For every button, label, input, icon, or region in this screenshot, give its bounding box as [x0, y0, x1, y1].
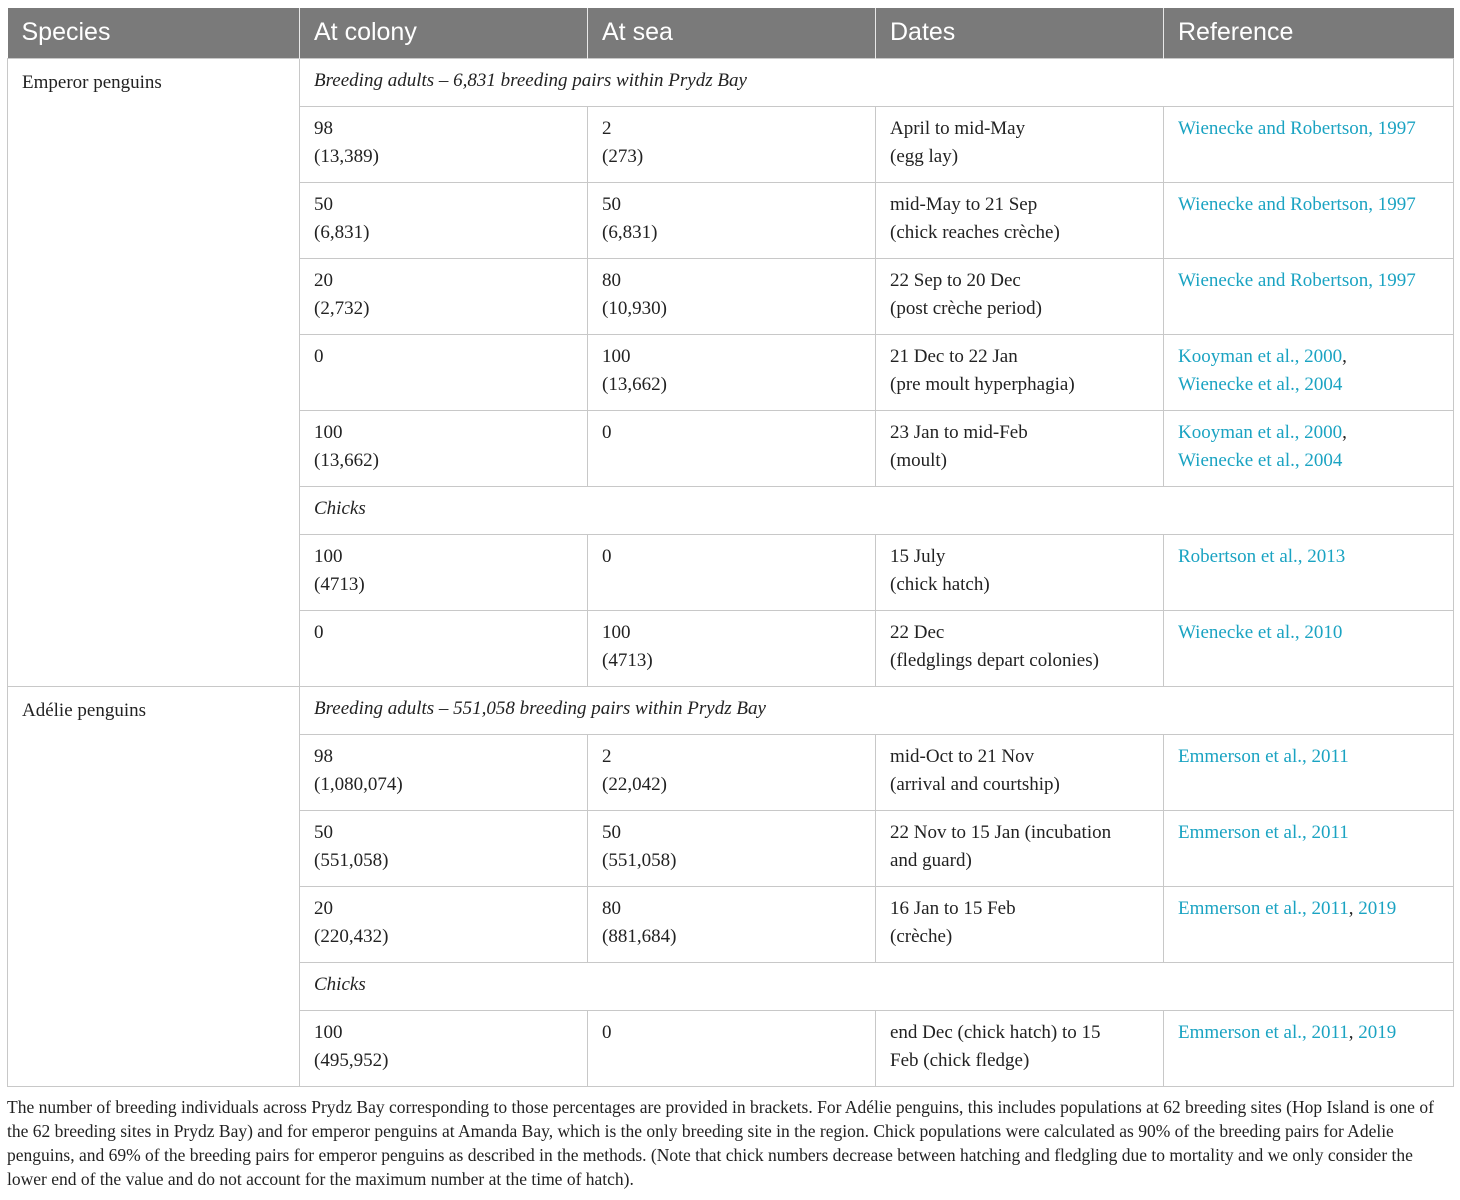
reference-link[interactable]: 2019: [1358, 897, 1397, 919]
dates-line-2: (arrival and courtship): [890, 773, 1060, 795]
colony-count: (220,432): [314, 925, 389, 947]
at-sea-cell: [588, 258, 876, 334]
emperor-chicks-heading: Chicks: [300, 486, 1454, 534]
dates-line-1: 23 Jan to mid-Feb: [890, 421, 1028, 443]
dates-line-2: Feb (chick fledge): [890, 1049, 1030, 1071]
at-colony-cell: [300, 610, 588, 686]
dates-line-2: (post crèche period): [890, 297, 1042, 319]
sea-count: (22,042): [602, 773, 667, 795]
reference-link[interactable]: Robertson et al., 2013: [1178, 545, 1346, 567]
dates-line-1: 15 July: [890, 545, 946, 567]
sea-percent: 100: [602, 345, 631, 367]
at-sea-cell: [588, 182, 876, 258]
reference-link[interactable]: Kooyman et al., 2000: [1178, 345, 1343, 367]
colony-count: (13,389): [314, 145, 379, 167]
adelie-chicks-heading: Chicks: [300, 962, 1454, 1010]
colony-percent: 50: [314, 193, 333, 215]
colony-count: (1,080,074): [314, 773, 403, 795]
sea-count: (551,058): [602, 849, 677, 871]
at-sea-cell: [588, 886, 876, 962]
dates-line-1: end Dec (chick hatch) to 15: [890, 1021, 1101, 1043]
dates-cell: [876, 182, 1164, 258]
colony-percent: 98: [314, 745, 333, 767]
at-colony-cell: [300, 810, 588, 886]
dates-cell: [876, 886, 1164, 962]
dates-line-2: (chick reaches crèche): [890, 221, 1060, 243]
dates-line-1: 22 Dec: [890, 621, 945, 643]
reference-cell: [1164, 610, 1454, 686]
at-sea-cell: [588, 734, 876, 810]
at-colony-cell: [300, 886, 588, 962]
table-container: [7, 8, 1453, 1087]
colony-count: (495,952): [314, 1049, 389, 1071]
sea-percent: 50: [602, 193, 621, 215]
at-colony-cell: [300, 106, 588, 182]
at-sea-cell: [588, 610, 876, 686]
reference-link[interactable]: 2019: [1358, 1021, 1397, 1043]
header-species: Species: [8, 8, 300, 58]
species-adelie: Adélie penguins: [8, 686, 300, 1086]
dates-line-1: mid-Oct to 21 Nov: [890, 745, 1035, 767]
colony-percent: 100: [314, 1021, 343, 1043]
reference-link[interactable]: Emmerson et al., 2011: [1178, 897, 1349, 919]
header-row: [8, 8, 1454, 58]
reference-link[interactable]: Wienecke et al., 2010: [1178, 621, 1343, 643]
reference-cell: [1164, 810, 1454, 886]
colony-count: (6,831): [314, 221, 370, 243]
reference-cell: [1164, 106, 1454, 182]
colony-count: (2,732): [314, 297, 370, 319]
reference-cell: [1164, 734, 1454, 810]
dates-line-1: 22 Sep to 20 Dec: [890, 269, 1021, 291]
colony-count: (551,058): [314, 849, 389, 871]
sea-percent: 0: [602, 545, 612, 567]
header-reference: Reference: [1164, 8, 1454, 58]
at-sea-cell: [588, 410, 876, 486]
sea-percent: 80: [602, 269, 621, 291]
header-at-colony: At colony: [300, 8, 588, 58]
reference-cell: [1164, 534, 1454, 610]
reference-link[interactable]: Wienecke et al., 2004: [1178, 449, 1343, 471]
dates-cell: [876, 334, 1164, 410]
dates-cell: [876, 258, 1164, 334]
colony-percent: 20: [314, 897, 333, 919]
sea-count: (881,684): [602, 925, 677, 947]
sea-percent: 80: [602, 897, 621, 919]
at-colony-cell: [300, 334, 588, 410]
sea-count: (10,930): [602, 297, 667, 319]
dates-line-1: 16 Jan to 15 Feb: [890, 897, 1016, 919]
at-sea-cell: [588, 534, 876, 610]
dates-line-2: (crèche): [890, 925, 953, 947]
sea-percent: 2: [602, 745, 612, 767]
colony-percent: 100: [314, 545, 343, 567]
at-colony-cell: [300, 410, 588, 486]
colony-percent: 100: [314, 421, 343, 443]
colony-percent: 20: [314, 269, 333, 291]
reference-cell: [1164, 182, 1454, 258]
header-dates: Dates: [876, 8, 1164, 58]
sea-count: (6,831): [602, 221, 658, 243]
reference-cell: [1164, 258, 1454, 334]
dates-cell: [876, 410, 1164, 486]
colony-percent: 50: [314, 821, 333, 843]
colony-percent: 0: [314, 345, 324, 367]
at-sea-cell: [588, 1010, 876, 1086]
reference-link[interactable]: Wienecke et al., 2004: [1178, 373, 1343, 395]
reference-link[interactable]: Emmerson et al., 2011: [1178, 745, 1349, 767]
at-sea-cell: [588, 810, 876, 886]
reference-link[interactable]: Wienecke and Robertson, 1997: [1178, 269, 1416, 291]
reference-cell: Kooyman et al., 2000, Wienecke et al., 2004: [1164, 334, 1454, 410]
reference-link[interactable]: Emmerson et al., 2011: [1178, 821, 1349, 843]
adelie-adults-heading: Breeding adults – 551,058 breeding pairs within Prydz Bay: [300, 686, 1454, 734]
table-footnote: The number of breeding individuals across Prydz Bay corresponding to those percentages are provided in brackets. For Adélie penguins, this includes populations at 62 breeding sites (Hop Island is one of the 62 breeding sites in Prydz Bay) and for emperor penguins at Amanda Bay, which is the only breeding site in the region. Chick populations were calculated as 90% of the breeding pairs for Adelie penguins, and 69% of the breeding pairs for emperor penguins as described in the methods. (Note that chick numbers decrease between hatching and fledgling due to mortality and we only consider the lower end of the value and do not account for the maximum number at the time of hatch).: [7, 1097, 1434, 1189]
at-sea-cell: [588, 106, 876, 182]
dates-line-1: mid-May to 21 Sep: [890, 193, 1038, 215]
reference-link[interactable]: Wienecke and Robertson, 1997: [1178, 117, 1416, 139]
colony-percent: 0: [314, 621, 324, 643]
at-colony-cell: [300, 534, 588, 610]
sea-percent: 50: [602, 821, 621, 843]
dates-line-2: (pre moult hyperphagia): [890, 373, 1075, 395]
dates-cell: [876, 810, 1164, 886]
dates-line-2: (fledglings depart colonies): [890, 649, 1099, 671]
sea-percent: 100: [602, 621, 631, 643]
reference-cell: Emmerson et al., 2011, 2019: [1164, 1010, 1454, 1086]
sea-percent: 0: [602, 421, 612, 443]
at-colony-cell: [300, 182, 588, 258]
colony-percent: 98: [314, 117, 333, 139]
adelie-adults-heading-row: [8, 686, 1454, 734]
dates-line-2: (moult): [890, 449, 947, 471]
sea-count: (13,662): [602, 373, 667, 395]
dates-cell: [876, 610, 1164, 686]
colony-count: (4713): [314, 573, 365, 595]
colony-count: (13,662): [314, 449, 379, 471]
dates-cell: [876, 1010, 1164, 1086]
emperor-adults-heading: Breeding adults – 6,831 breeding pairs within Prydz Bay: [300, 58, 1454, 106]
reference-link[interactable]: Emmerson et al., 2011: [1178, 1021, 1349, 1043]
penguin-population-table: [7, 8, 1454, 1087]
dates-line-2: (egg lay): [890, 145, 959, 167]
species-emperor: Emperor penguins: [8, 58, 300, 686]
sea-count: (273): [602, 145, 644, 167]
dates-line-1: 21 Dec to 22 Jan: [890, 345, 1018, 367]
at-colony-cell: [300, 734, 588, 810]
reference-link[interactable]: Kooyman et al., 2000: [1178, 421, 1343, 443]
sea-count: (4713): [602, 649, 653, 671]
at-sea-cell: [588, 334, 876, 410]
dates-line-1: 22 Nov to 15 Jan (incubation: [890, 821, 1112, 843]
reference-cell: Emmerson et al., 2011, 2019: [1164, 886, 1454, 962]
reference-link[interactable]: Wienecke and Robertson, 1997: [1178, 193, 1416, 215]
dates-cell: [876, 106, 1164, 182]
emperor-adults-heading-row: [8, 58, 1454, 106]
at-colony-cell: [300, 1010, 588, 1086]
header-at-sea: At sea: [588, 8, 876, 58]
dates-line-2: and guard): [890, 849, 972, 871]
dates-cell: [876, 534, 1164, 610]
sea-percent: 0: [602, 1021, 612, 1043]
reference-cell: Kooyman et al., 2000, Wienecke et al., 2004: [1164, 410, 1454, 486]
dates-line-2: (chick hatch): [890, 573, 990, 595]
at-colony-cell: [300, 258, 588, 334]
dates-line-1: April to mid-May: [890, 117, 1026, 139]
dates-cell: [876, 734, 1164, 810]
sea-percent: 2: [602, 117, 612, 139]
